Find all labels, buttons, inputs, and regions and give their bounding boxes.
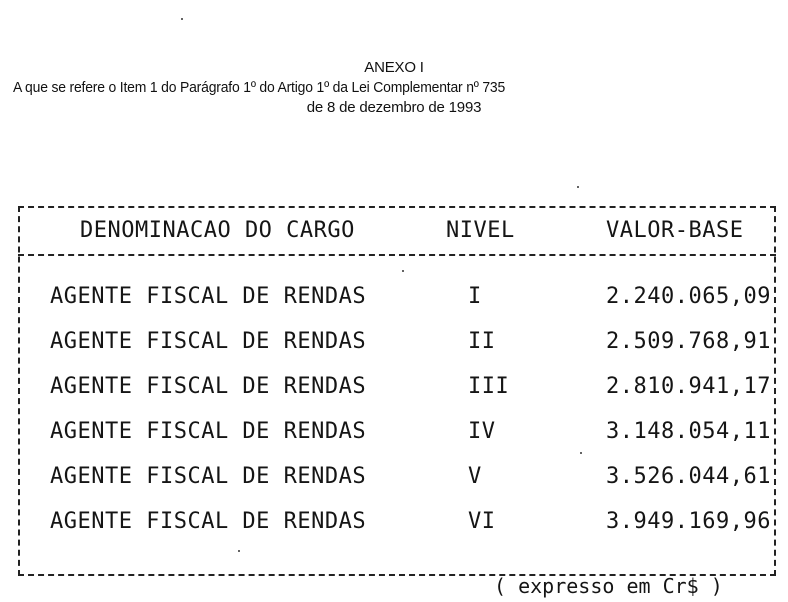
column-header-cargo: DENOMINACAO DO CARGO — [80, 218, 355, 243]
column-header-nivel: NIVEL — [446, 218, 515, 243]
cell-nivel: II — [468, 329, 496, 354]
cell-cargo: AGENTE FISCAL DE RENDAS — [50, 464, 367, 489]
annex-subtitle-line-2: de 8 de dezembro de 1993 — [306, 99, 482, 116]
table-row — [0, 419, 788, 465]
cell-nivel: V — [468, 464, 482, 489]
table-header-rule — [18, 254, 776, 256]
table-row — [0, 509, 788, 555]
annex-subtitle-line-1: A que se refere o Item 1 do Parágrafo 1º do Artigo 1º da Lei Complementar nº 735 — [13, 79, 506, 96]
table-row — [0, 329, 788, 375]
cell-valor: 2.810.941,17 — [606, 374, 771, 399]
cell-cargo: AGENTE FISCAL DE RENDAS — [50, 509, 367, 534]
table-top-rule — [18, 206, 776, 208]
table-row — [0, 464, 788, 510]
annex-title: ANEXO I — [364, 59, 424, 76]
scan-speck — [577, 186, 579, 188]
cell-valor: 2.509.768,91 — [606, 329, 771, 354]
cell-valor: 3.949.169,96 — [606, 509, 771, 534]
cell-cargo: AGENTE FISCAL DE RENDAS — [50, 329, 367, 354]
cell-nivel: I — [468, 284, 482, 309]
cell-cargo: AGENTE FISCAL DE RENDAS — [50, 419, 367, 444]
cell-valor: 3.148.054,11 — [606, 419, 771, 444]
cell-cargo: AGENTE FISCAL DE RENDAS — [50, 374, 367, 399]
scan-speck — [181, 18, 183, 20]
cell-nivel: VI — [468, 509, 496, 534]
column-header-valor: VALOR-BASE — [606, 218, 744, 243]
table-row — [0, 284, 788, 330]
document-header — [0, 58, 788, 118]
cell-cargo: AGENTE FISCAL DE RENDAS — [50, 284, 367, 309]
cell-valor: 3.526.044,61 — [606, 464, 771, 489]
cell-nivel: IV — [468, 419, 496, 444]
cell-nivel: III — [468, 374, 510, 399]
cell-valor: 2.240.065,09 — [606, 284, 771, 309]
currency-footnote: ( expresso em Cr$ ) — [494, 574, 723, 598]
table-row — [0, 374, 788, 420]
